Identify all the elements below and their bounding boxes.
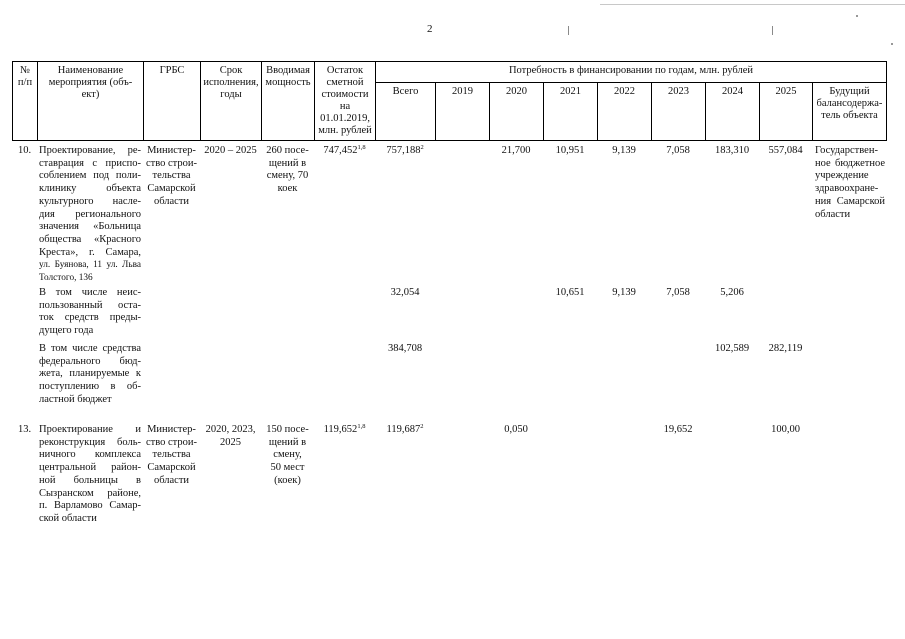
text-line: исполнения,	[203, 77, 259, 88]
year-2024-value: 5,206	[720, 287, 744, 298]
year-2025-value: 282,119	[768, 343, 803, 354]
text-line: на	[339, 101, 351, 112]
text-line: дия регионального	[39, 208, 141, 220]
text-line: стоимости	[321, 89, 369, 100]
remainder-cell	[314, 424, 375, 437]
year-2023-value: 7,058	[666, 287, 690, 298]
table-row-10	[12, 145, 886, 285]
scan-mark	[568, 26, 569, 35]
text-line: ство строи-	[145, 157, 197, 169]
scan-mark	[891, 43, 893, 45]
remainder-cell	[314, 145, 375, 158]
table-subrow-unused-remainder	[12, 287, 886, 338]
header-year-2021: 2021	[544, 83, 598, 141]
text-line: Сызранском районе,	[39, 487, 141, 499]
text-line: сметной	[326, 77, 364, 88]
header-funding-need: Потребность в финансировании по годам, млн. рублей	[376, 62, 887, 83]
row-number: 10.	[18, 145, 32, 156]
term-years	[200, 145, 261, 158]
total-cell	[375, 287, 435, 300]
subrow-label	[37, 343, 143, 407]
text-line: Проектирование, ре-	[39, 145, 141, 156]
text-line: соблением под поли-	[39, 170, 141, 182]
text-line: области	[153, 474, 190, 486]
text-line: центральной район-	[39, 462, 141, 474]
text-line: балансодержа-	[816, 98, 883, 109]
text-line: здравоохране-	[815, 183, 879, 195]
footnote-mark: 1,8	[357, 423, 366, 430]
subrow-label	[37, 287, 143, 338]
year-2022-value: 9,139	[612, 145, 636, 156]
text-line: Самарской	[147, 462, 196, 474]
text-line: ничного комплекса	[39, 449, 141, 461]
text-line: Срок	[219, 65, 243, 76]
header-year-2022: 2022	[598, 83, 652, 141]
text-line: п. Варламово Самар-	[39, 500, 141, 512]
text-line: значения «Больница	[39, 221, 141, 233]
text-line: ставрация с приспо-	[39, 157, 141, 169]
total-cell	[375, 145, 435, 158]
text-line: п/п	[17, 77, 33, 88]
text-line: 2025	[220, 436, 241, 448]
text-line: ект)	[81, 89, 100, 100]
year-2024-value: 102,589	[714, 343, 750, 354]
text-line: Министер-	[147, 145, 196, 156]
year-2023-value: 7,058	[666, 145, 690, 156]
year-2025-value: 100,00	[771, 424, 800, 435]
text-line: тельства	[152, 170, 191, 182]
text-line: Министер-	[147, 424, 196, 435]
text-line: Будущий	[829, 86, 870, 97]
header-num	[13, 62, 38, 141]
footnote-mark: 2	[420, 423, 424, 430]
text-line: В том числе средства	[39, 343, 141, 354]
remainder-value: 747,452	[323, 145, 358, 156]
header-term	[201, 62, 262, 141]
header-year-2025: 2025	[760, 83, 813, 141]
total-value: 384,708	[387, 343, 423, 354]
year-2021-value: 10,651	[555, 287, 585, 298]
text-line: культурного насле-	[39, 195, 141, 207]
total-cell	[375, 424, 435, 437]
text-line: области	[815, 208, 851, 220]
table-header	[12, 61, 887, 141]
text-line: Наименование	[57, 65, 124, 76]
capacity	[261, 145, 314, 196]
text-line: 150 посе-	[266, 424, 309, 435]
header-year-2024: 2024	[706, 83, 760, 141]
text-line: мощность	[265, 77, 311, 88]
text-line: 2020 – 2025	[204, 145, 257, 156]
footnote-mark: 1,8	[357, 144, 366, 151]
header-year-2023: 2023	[652, 83, 706, 141]
text-line: тель объекта	[821, 110, 878, 121]
text-line: мероприятия (объ-	[48, 77, 133, 88]
text-line: Толстого, 136	[39, 273, 93, 284]
year-2020-value: 21,700	[501, 145, 531, 156]
scan-mark	[772, 26, 773, 35]
total-value: 32,054	[390, 287, 420, 298]
text-line: смену, 70	[266, 170, 309, 182]
text-line: щений в	[268, 157, 307, 169]
text-line: ГРБС	[159, 65, 185, 76]
year-2023-value: 19,652	[663, 424, 693, 435]
text-line: ул. Буянова, 11 ул. Льва	[39, 260, 141, 271]
text-line: годы	[220, 89, 242, 100]
text-line: дущего года	[39, 325, 94, 337]
grbs-name	[143, 424, 200, 488]
text-line: 50 мест	[270, 462, 305, 474]
text-line: Вводимая	[266, 65, 310, 76]
total-cell	[375, 343, 435, 356]
text-line: Проектирование и	[39, 424, 141, 435]
future-holder	[812, 145, 886, 221]
header-future-holder	[813, 83, 887, 141]
footnote-mark: 2	[420, 144, 424, 151]
header-grbs	[144, 62, 201, 141]
text-line: поступлению в об-	[39, 381, 141, 393]
text-line: коек	[277, 183, 298, 195]
scan-mark	[856, 15, 858, 17]
text-line: щений в	[268, 436, 307, 448]
text-line: Креста», г. Самара,	[39, 246, 141, 258]
text-line: смену,	[273, 449, 302, 461]
event-name	[37, 145, 143, 285]
table-subrow-federal-budget	[12, 343, 886, 407]
text-line: №	[19, 65, 31, 76]
term-years	[200, 424, 261, 449]
text-line: области	[153, 195, 190, 207]
text-line: ской области	[39, 512, 97, 524]
text-line: ной больницы в	[39, 474, 141, 486]
remainder-value: 119,652	[323, 424, 358, 435]
year-2024-value: 183,310	[714, 145, 750, 156]
text-line: Остаток	[326, 65, 364, 76]
header-remainder	[315, 62, 376, 141]
table-row-13	[12, 424, 886, 526]
text-line: тельства	[152, 449, 191, 461]
text-line: (коек)	[274, 474, 301, 486]
text-line: млн. рублей	[318, 125, 372, 136]
text-line: ство строи-	[145, 436, 197, 448]
text-line: 01.01.2019,	[320, 113, 370, 124]
event-name	[37, 424, 143, 526]
text-line: пользованный оста-	[39, 299, 141, 311]
text-line: Государствен-	[815, 145, 878, 156]
grbs-name	[143, 145, 200, 209]
capacity	[261, 424, 314, 488]
header-capacity	[262, 62, 315, 141]
text-line: федерального бюд-	[39, 355, 141, 367]
page-number: 2	[427, 23, 433, 35]
text-line: Самарской	[147, 183, 196, 195]
scan-edge-line	[600, 4, 905, 5]
year-2025-value: 557,084	[768, 145, 803, 156]
text-line: клинику объекта	[39, 183, 141, 195]
total-value: 119,687	[386, 424, 421, 435]
text-line: учреждение	[815, 170, 869, 182]
year-2021-value: 10,951	[555, 145, 585, 156]
text-line: ток средств преды-	[39, 312, 141, 324]
text-line: 2020, 2023,	[205, 424, 256, 435]
year-2022-value: 9,139	[612, 287, 636, 298]
text-line: ния Самарской	[815, 195, 885, 207]
text-line: 260 посе-	[266, 145, 309, 156]
total-value: 757,188	[386, 145, 421, 156]
text-line: ластной бюджет	[39, 393, 112, 405]
header-year-2020: 2020	[490, 83, 544, 141]
text-line: реконструкция боль-	[39, 436, 141, 448]
text-line: В том числе неис-	[39, 287, 141, 298]
text-line: жета, планируемые к	[39, 368, 141, 380]
text-line: общества «Красного	[39, 233, 141, 245]
header-name	[38, 62, 144, 141]
year-2020-value: 0,050	[504, 424, 528, 435]
header-total: Всего	[376, 83, 436, 141]
header-year-2019: 2019	[436, 83, 490, 141]
row-number: 13.	[18, 424, 32, 435]
text-line: ное бюджетное	[815, 157, 885, 169]
